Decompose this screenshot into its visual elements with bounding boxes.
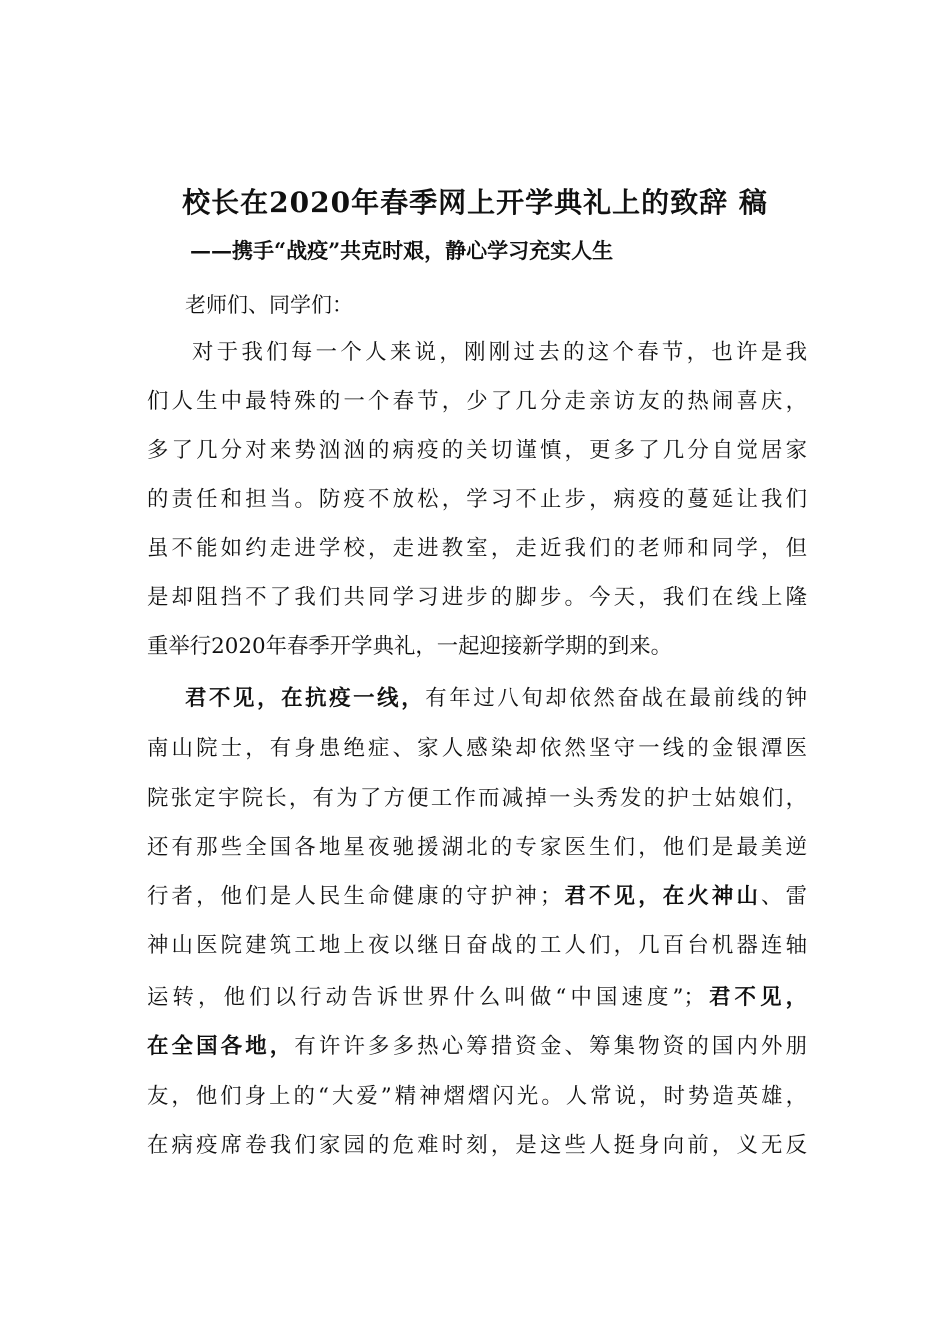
body-text: 行者，他们是人民生命健康的守护神； xyxy=(147,884,562,909)
paragraph-2-line-4: 还有那些全国各地星夜驰援湖北的专家医生们，他们是最美逆 xyxy=(147,835,807,860)
paragraph-1-line-7: 重举行2020年春季开学典礼，一起迎接新学期的到来。 xyxy=(147,634,673,659)
paragraph-2-line-6: 神山医院建筑工地上夜以继日奋战的工人们，几百台机器连轴 xyxy=(147,933,807,958)
paragraph-2-line-1 xyxy=(185,682,807,716)
document-title: 校长在2020年春季网上开学典礼上的致辞 稿 xyxy=(182,186,768,219)
paragraph-1-line-3: 多了几分对来势汹汹的病疫的关切谨慎，更多了几分自觉居家 xyxy=(147,438,807,463)
document-subtitle: ——携手“战疫”共克时艰，静心学习充实人生 xyxy=(190,238,614,263)
emphasis-text: 在全国各地， xyxy=(147,1034,295,1059)
paragraph-2-line-3: 院张定宇院长，有为了方便工作而减掉一头秀发的护士姑娘们， xyxy=(147,786,807,811)
greeting-line: 老师们、同学们： xyxy=(185,293,353,317)
paragraph-2-line-8 xyxy=(147,1030,807,1064)
paragraph-1-line-4: 的责任和担当。防疫不放松，学习不止步，病疫的蔓延让我们 xyxy=(147,487,807,512)
emphasis-text: 君不见，在抗疫一线， xyxy=(185,686,426,711)
body-text: 运转，他们以行动告诉世界什么叫做“中国速度”； xyxy=(147,985,705,1010)
emphasis-text: 君不见， xyxy=(704,985,807,1010)
paragraph-2-line-2: 南山院士，有身患绝症、家人感染却依然坚守一线的金银潭医 xyxy=(147,736,807,761)
paragraph-1-line-2: 们人生中最特殊的一个春节，少了几分走亲访友的热闹喜庆， xyxy=(147,389,807,414)
paragraph-1-line-1: 对于我们每一个人来说，刚刚过去的这个春节，也许是我 xyxy=(192,340,807,365)
emphasis-text: 君不见，在火神山 xyxy=(561,884,762,909)
paragraph-2-line-9: 友，他们身上的“大爱”精神熠熠闪光。人常说，时势造英雄， xyxy=(147,1084,807,1109)
paragraph-2-line-5 xyxy=(147,880,807,914)
paragraph-1-line-6: 是却阻挡不了我们共同学习进步的脚步。今天，我们在线上隆 xyxy=(147,585,807,610)
paragraph-1-line-5: 虽不能如约走进学校，走进教室，走近我们的老师和同学，但 xyxy=(147,536,807,561)
paragraph-2-line-7 xyxy=(147,981,807,1015)
paragraph-2-line-10: 在病疫席卷我们家园的危难时刻，是这些人挺身向前，义无反 xyxy=(147,1133,807,1158)
body-text: 有年过八旬却依然奋战在最前线的钟 xyxy=(425,686,807,711)
body-text: 、雷 xyxy=(761,884,807,909)
body-text: 有许许多多热心筹措资金、筹集物资的国内外朋 xyxy=(294,1034,807,1059)
